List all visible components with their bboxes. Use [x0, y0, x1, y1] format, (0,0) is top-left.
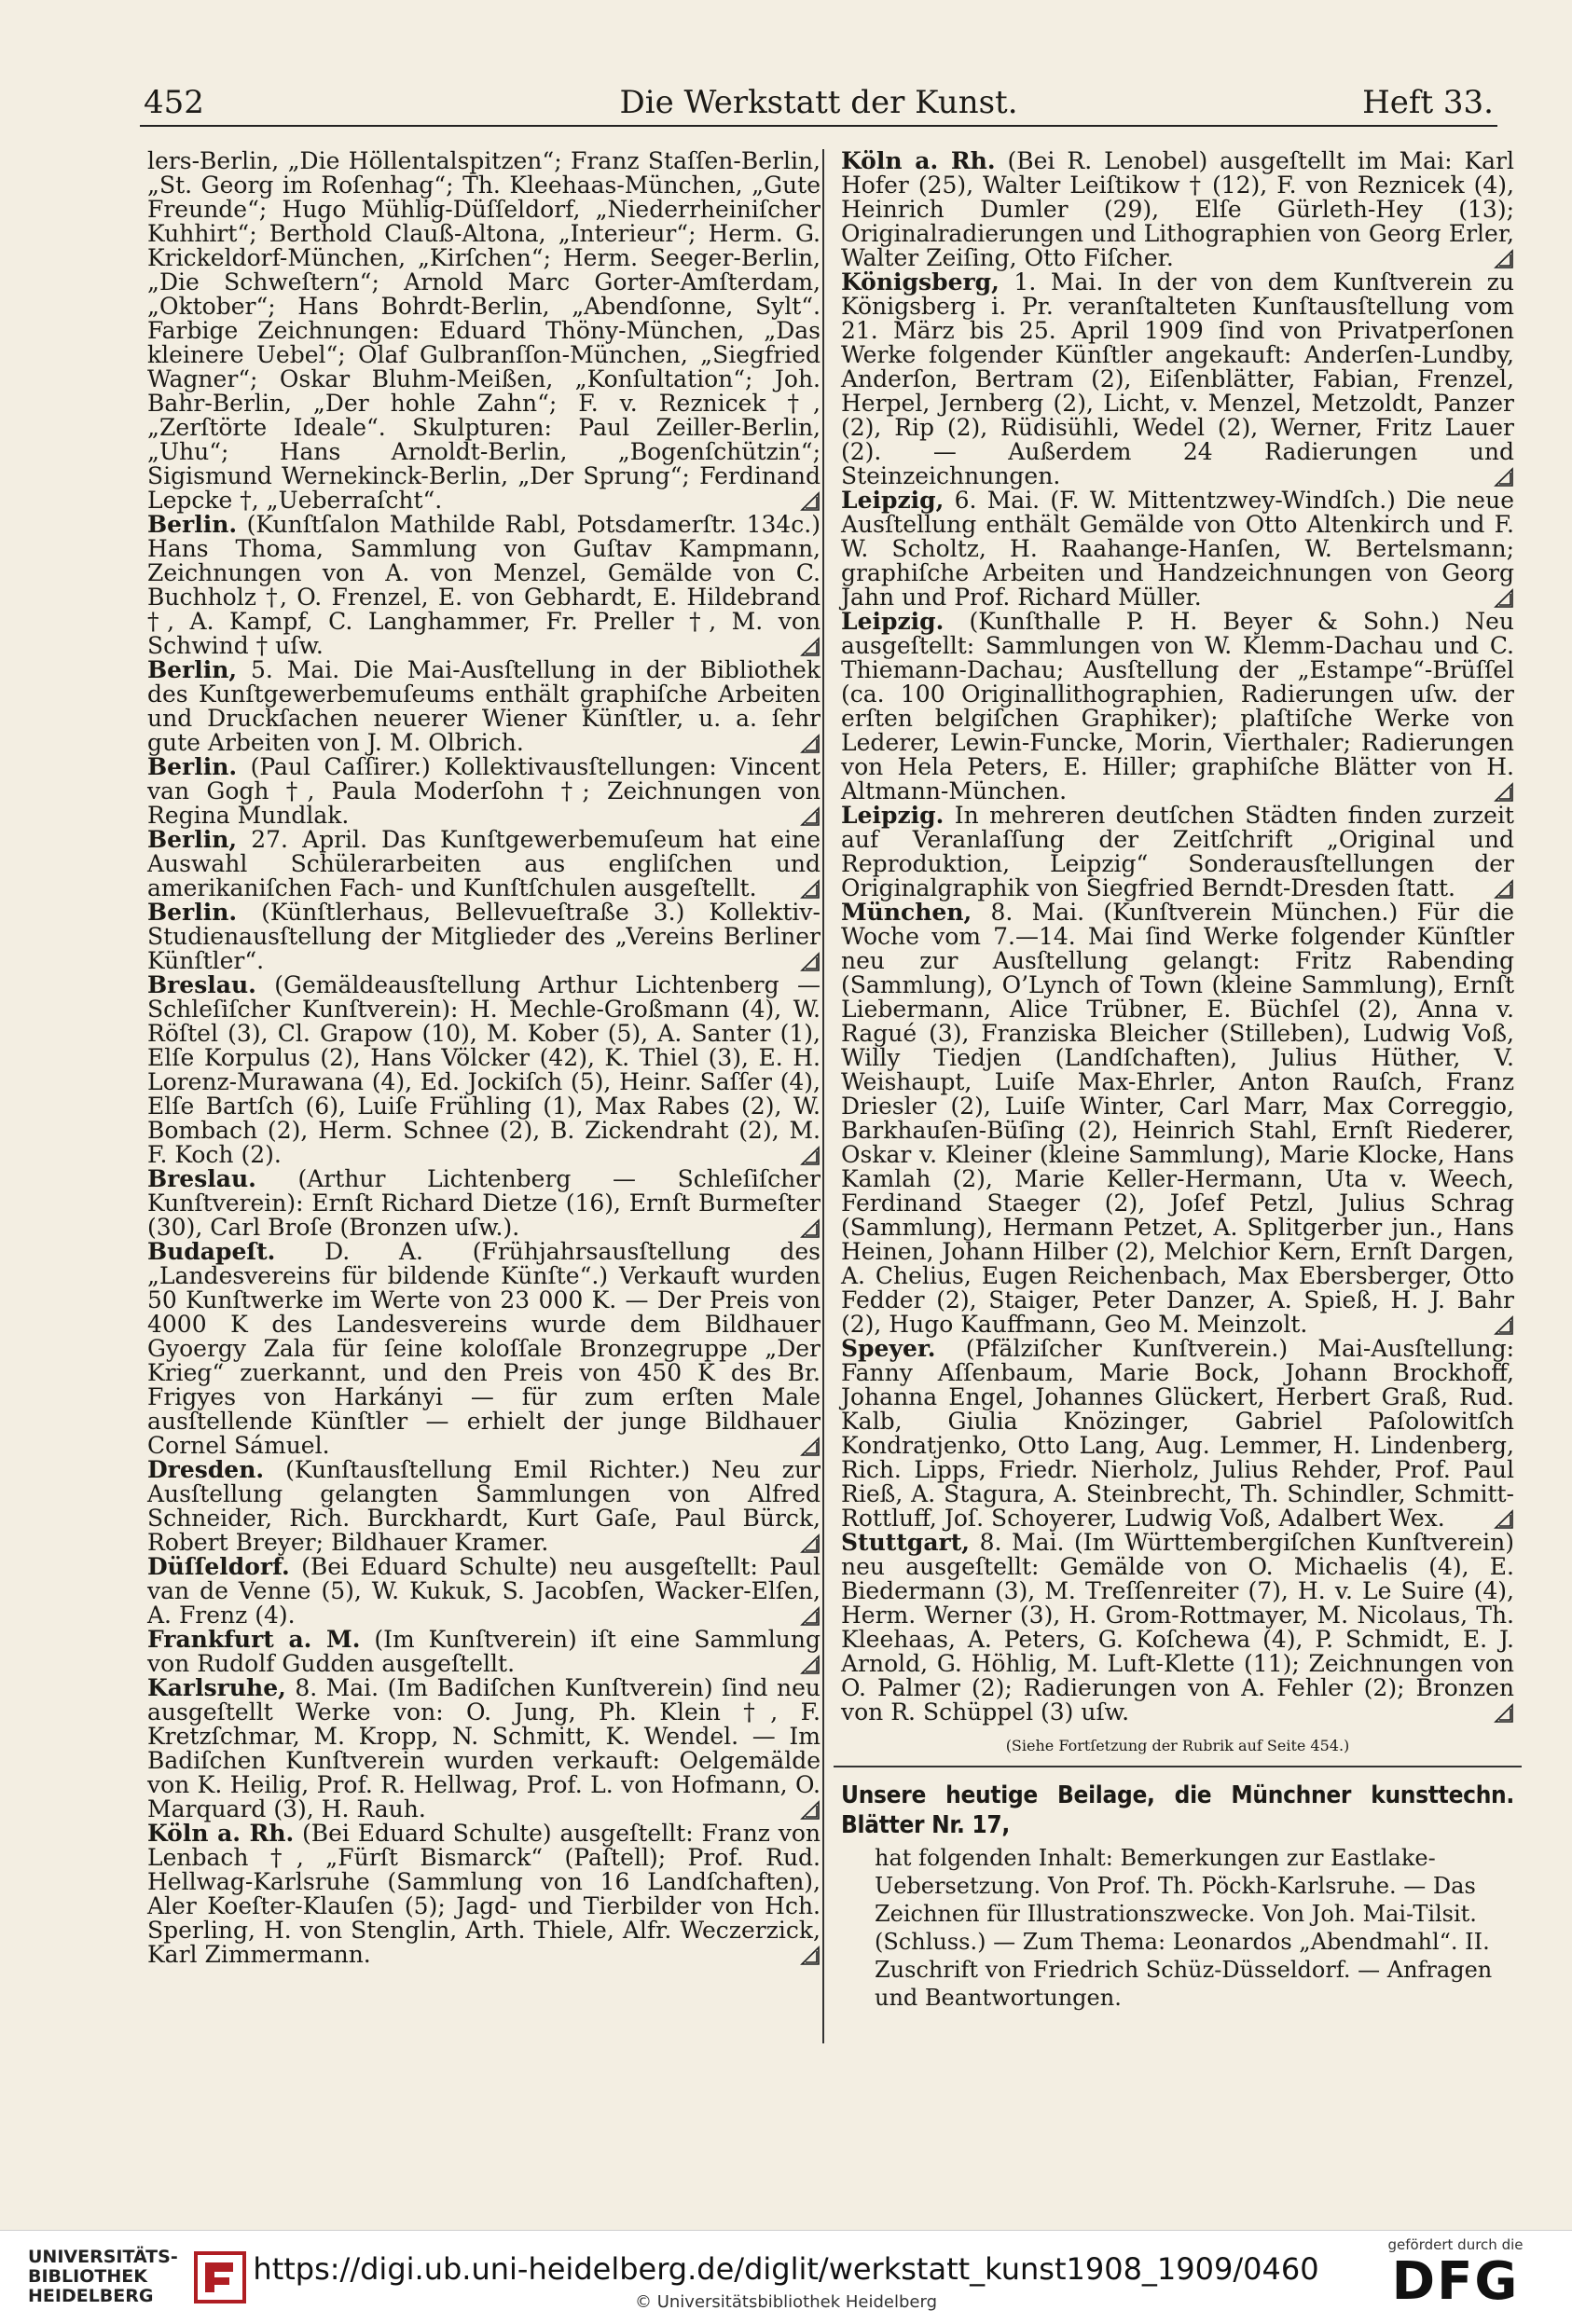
entry-place: Berlin.: [147, 753, 238, 780]
running-title: Die Werkstatt der Kunst.: [619, 84, 1018, 121]
entry-place: Leipzig.: [841, 802, 945, 829]
viewer-footer: [0, 2230, 1572, 2324]
end-mark-icon: [800, 879, 820, 900]
exhibition-entry: [147, 658, 820, 755]
page-url-link[interactable]: https://digi.ub.uni-heidelberg.de/diglit/werkstatt_kunst1908_1909/0460: [253, 2251, 1319, 2287]
left-column: [147, 149, 820, 1967]
copyright-notice: © Universitätsbibliothek Heidelberg: [634, 2292, 937, 2312]
supplement-contents: hat folgenden Inhalt: Bemerkungen zur Eastlake-Uebersetzung. Von Prof. Th. Pöckh-Karlsruhe. — Das Zeichnen für Illustrationszwecke. Von Joh. Mai-Tilsit. (Schluss.) — Zum Thema: Leonardos „Abendmahl“. II. Zuschrift von Friedrich Schüz-Düsseldorf. — Anfragen und Beantwortungen.: [875, 1845, 1493, 2011]
end-mark-icon: [1494, 1315, 1514, 1336]
exhibition-entry: [147, 828, 820, 901]
entry-text: (Kunſtſalon Mathilde Rabl, Potsdamerſtr. 134c.) Hans Thoma, Sammlung von Guſtav Kampmann, Zeichnungen von A. von Menzel, Gemälde von C. Buchholz †, O. Frenzel, E. von Gebhardt, E. Hildebrand †, A. Kampf, C. Langhammer, Fr. Preller †, M. von Schwind † uſw.: [147, 511, 820, 659]
entry-text: 5. Mai. Die Mai-Ausſtellung in der Bibliothek des Kunſtgewerbemuſeums enthält graphiſche Arbeiten und Druckſachen neuerer Wiener Künſtler, u. a. ſehr gute Arbeiten von J. M. Olbrich.: [147, 656, 820, 756]
exhibition-entry: [147, 1458, 820, 1555]
exhibition-entry: [147, 1240, 820, 1458]
section-divider: [834, 1766, 1522, 1767]
end-mark-icon: [1494, 249, 1514, 269]
entry-place: Berlin.: [147, 899, 238, 926]
end-mark-icon: [800, 1655, 820, 1675]
exhibition-entry: [841, 1337, 1514, 1531]
exhibition-entry: [147, 1167, 820, 1240]
end-mark-icon: [1494, 588, 1514, 609]
entry-place: Leipzig.: [841, 608, 945, 635]
continuation-note: (Siehe Fortſetzung der Rubrik auf Seite 454.): [1005, 1737, 1350, 1754]
entry-place: Leipzig,: [841, 487, 945, 514]
entry-text: 27. April. Das Kunſtgewerbemuſeum hat eine Auswahl Schülerarbeiten aus engliſchen und amerikaniſchen Fach- und Kunſtſchulen ausgeſtellt.: [147, 826, 820, 901]
dfg-logo[interactable]: [1376, 2236, 1535, 2318]
end-mark-icon: [800, 491, 820, 512]
entry-text: (Pfälziſcher Kunſtverein.) Mai-Ausſtellung: Fanny Aſſenbaum, Marie Bock, Johann Brockhoff, Johanna Engel, Johannes Glückert, Herbert Graß, Rud. Kalb, Giulia Knözinger, Gabriel Paſolowitſch Kondratjenko, Otto Lang, Aug. Lemmer, H. Lindenberg, Rich. Lipps, Friedr. Nierholz, Julius Rehder, Prof. Paul Rieß, A. Stagura, A. Steinbrecht, Th. Schindler, Schmitt-Rottluff, Joſ. Schoyerer, Ludwig Voß, Adalbert Wex.: [841, 1335, 1515, 1532]
exhibition-entry: [147, 1676, 820, 1822]
entry-text: 8. Mai. (Im Badiſchen Kunſtverein) ſind neu ausgeſtellt Werke von: O. Jung, Ph. Klein †, F. Kretzſchmar, M. Kropp, N. Schmitt, K. Wendel. — Im Badiſchen Kunſtverein wurden verkauft: Oelgemälde von K. Heilig, Prof. R. Hellwag, Prof. L. von Hofmann, O. Marquard (3), H. Rauh.: [147, 1674, 820, 1822]
entry-place: Berlin.: [147, 511, 238, 538]
exhibition-entry: [147, 1822, 820, 1967]
end-mark-icon: [1494, 1509, 1514, 1530]
entry-place: Budapeſt.: [147, 1238, 276, 1265]
issue-number: Heft 33.: [1362, 84, 1494, 121]
entry-place: Frankfurt a. M.: [147, 1626, 361, 1653]
entry-text: 1. Mai. In der von dem Kunſtverein zu Königsberg i. Pr. veranſtalteten Kunſtausſtellung vom 21. März bis 25. April 1909 ſind von Privatperſonen Werke folgender Künſtler angekauft: Anderſen-Lundby, Anderſon, Bertram (2), Eiſenblätter, Fabian, Frenzel, Herpel, Jernberg (2), Licht, v. Menzel, Metzoldt, Panzer (2), Rip (2), Rüdisühli, Wedel (2), Werner, Fritz Lauer (2). — Außerdem 24 Radierungen und Steinzeichnungen.: [841, 268, 1514, 489]
entry-text: lers-Berlin, „Die Höllentalspitzen“; Franz Staſſen-Berlin, „St. Georg im Roſenhag“; Th. Kleehaas-München, „Gute Freunde“; Hugo Mühlig-Düſſeldorf, „Niederrheiniſcher Kuhhirt“; Berthold Clauß-Altona, „Interieur“; Herm. G. Krickeldorf-München, „Kirſchen“; Herm. Seeger-Berlin, „Die Schweſtern“; Arnold Marc Gorter-Amſterdam, „Oktober“; Hans Bohrdt-Berlin, „Abendſonne, Sylt“. Farbige Zeichnungen: Eduard Thöny-München, „Das kleinere Uebel“; Olaf Gulbranſſon-München, „Siegfried Wagner“; Oskar Bluhm-Meißen, „Konſultation“; Joh. Bahr-Berlin, „Der hohle Zahn“; F. v. Reznicek †, „Zerſtörte Ideale“. Skulpturen: Paul Zeiller-Berlin, „Uhu“; Hans Arnoldt-Berlin, „Bogenſchützin“; Sigismund Wernekinck-Berlin, „Der Sprung“; Ferdinand Lepcke †, „Ueberraſcht“.: [147, 147, 820, 514]
entry-place: München,: [841, 899, 972, 926]
entry-place: Köln a. Rh.: [147, 1820, 295, 1847]
column-divider: [822, 149, 824, 2043]
end-mark-icon: [800, 1606, 820, 1627]
end-mark-icon: [800, 1946, 820, 1966]
end-mark-icon: [800, 637, 820, 657]
entry-place: Düſſeldorf.: [147, 1553, 290, 1580]
exhibition-entry: [841, 610, 1514, 804]
funder-name: DFG: [1391, 2251, 1520, 2312]
end-mark-icon: [1494, 467, 1514, 488]
end-mark-icon: [800, 1218, 820, 1239]
exhibition-entry: [147, 513, 820, 658]
exhibition-entry: [147, 1555, 820, 1628]
entry-place: Breslau.: [147, 971, 256, 998]
exhibition-entry: [841, 149, 1514, 270]
entry-place: Breslau.: [147, 1165, 256, 1192]
exhibition-entry: [147, 901, 820, 973]
end-mark-icon: [800, 1800, 820, 1821]
entry-place: Berlin,: [147, 826, 238, 853]
entry-place: Stuttgart,: [841, 1529, 970, 1556]
entry-text: D. A. (Frühjahrsausſtellung des „Landesvereins für bildende Künſte“.) Verkauft wurden 50 Kunſtwerke im Werte von 23 000 K. — Der Preis von 4000 K des Landesvereins wurde dem Bildhauer Gyoergy Zala für ſeine koloſſale Bronzegruppe „Der Krieg“ zuerkannt, und den Preis von 450 K des Br. Frigyes von Harkányi — für zum erſten Male ausſtellende Künſtler — erhielt der junge Bildhauer Cornel Sámuel.: [147, 1238, 820, 1459]
entry-place: Köln a. Rh.: [841, 147, 996, 174]
exhibition-entry: [147, 149, 820, 513]
page-header: [140, 78, 1497, 127]
end-mark-icon: [800, 1533, 820, 1554]
exhibition-entry: [841, 270, 1514, 488]
exhibition-entry: [841, 488, 1514, 610]
entry-place: Speyer.: [841, 1335, 936, 1362]
entry-text: In mehreren deutſchen Städten finden zurzeit auf Veranlaſſung der Zeitſchrift „Original und Reproduktion, Leipzig“ Sonderausſtellungen der Originalgraphik von Siegfried Berndt-Dresden ſtatt.: [841, 802, 1514, 901]
end-mark-icon: [800, 806, 820, 827]
entry-text: (Kunſthalle P. H. Beyer & Sohn.) Neu ausgeſtellt: Sammlungen von W. Klemm-Dachau und C. Thiemann-Dachau; Ausſtellung der „Estampe“-Brüſſel (ca. 100 Originallithographien, Radierungen uſw. der erſten belgiſchen Graphiker); plaſtiſche Werke von Lederer, Lewin-Funcke, Morin, Vierthaler; Radierungen von Hela Peters, E. Hiller; graphiſche Blätter von H. Altmann-München.: [841, 608, 1515, 804]
entry-text: (Bei Eduard Schulte) ausgeſtellt: Franz von Lenbach †, „Fürſt Bismarck“ (Paſtell); Prof. Rud. Hellwag-Karlsruhe (Sammlung von 16 Landſchaften), Aler Koeſter-Klauſen (5); Jagd- und Tierbilder von Hch. Sperling, H. von Stenglin, Arth. Thiele, Alfr. Weczerzick, Karl Zimmermann.: [147, 1820, 820, 1968]
exhibition-entry: [841, 901, 1514, 1337]
exhibition-entry: [147, 973, 820, 1167]
entry-place: Königsberg,: [841, 268, 1000, 296]
entry-place: Karlsruhe,: [147, 1674, 286, 1701]
end-mark-icon: [1494, 782, 1514, 803]
library-name: UNIVERSITÄTS- BIBLIOTHEK HEIDELBERG: [28, 2247, 178, 2306]
entry-text: (Kunſtausſtellung Emil Richter.) Neu zur Ausſtellung gelangten Sammlungen von Alfred Schneider, Rich. Burckhardt, Kurt Gaſe, Paul Bürck, Robert Breyer; Bildhauer Kramer.: [147, 1456, 820, 1556]
page-number: 452: [144, 84, 204, 121]
exhibition-entry: [147, 755, 820, 828]
exhibition-entry: [147, 1628, 820, 1676]
entry-text: (Arthur Lichtenberg — Schleſiſcher Kunſtverein): Ernſt Richard Dietze (16), Ernſt Burmeſter (30), Carl Broſe (Bronzen uſw.).: [147, 1165, 820, 1241]
end-mark-icon: [800, 952, 820, 972]
exhibition-entry: [841, 1531, 1514, 1725]
right-column: [841, 149, 1514, 2012]
entry-text: 6. Mai. (F. W. Mittentzwey-Windſch.) Die neue Ausſtellung enthält Gemälde von Otto Altenkirch und F. W. Scholtz, H. Raahange-Hanſen, W. Bertelsmann; graphiſche Arbeiten und Handzeichnungen von Georg Jahn und Prof. Richard Müller.: [841, 487, 1515, 611]
entry-place: Berlin,: [147, 656, 238, 683]
entry-text: (Künſtlerhaus, Bellevueſtraße 3.) Kollektiv-Studienausſtellung der Mitglieder des „Vereins Berliner Künſtler“.: [147, 899, 820, 974]
entry-text: 8. Mai. (Im Württembergiſchen Kunſtverein) neu ausgeſtellt: Gemälde von O. Michaelis (4), E. Biedermann (3), M. Treſſenreiter (7), H. v. Le Suire (4), Herm. Werner (3), H. Grom-Rottmayer, M. Nicolaus, Th. Kleehaas, A. Peters, G. Koſchewa (4), P. Schmidt, E. J. Arnold, G. Höhlig, M. Luft-Klette (11); Zeichnungen von O. Palmer (2); Radierungen von A. Fehler (2); Bronzen von R. Schüppel (3) uſw.: [841, 1529, 1515, 1726]
entry-place: Dresden.: [147, 1456, 265, 1483]
end-mark-icon: [800, 734, 820, 754]
entry-text: (Gemäldeausſtellung Arthur Lichtenberg — Schleſiſcher Kunſtverein): H. Mechle-Großmann (4), W. Röſtel (3), Cl. Grapow (10), M. Kober (5), A. Santer (1), Elſe Korpulus (2), Hans Völcker (42), K. Thiel (3), E. H. Lorenz-Murawana (4), Ed. Jockiſch (5), Heinr. Saſſer (4), Elſe Bartſch (6), Luiſe Frühling (1), Max Rabes (2), W. Bombach (2), Herm. Schnee (2), B. Zickendraht (2), M. F. Koch (2).: [147, 971, 820, 1168]
entry-text: (Paul Caſſirer.) Kollektivausſtellungen: Vincent van Gogh †, Paula Moderſohn †; Zeichnungen von Regina Mundlak.: [147, 753, 820, 829]
funder-note: gefördert durch die: [1387, 2236, 1524, 2253]
entry-text: (Im Kunſtverein) iſt eine Sammlung von Rudolf Gudden ausgeſtellt.: [147, 1626, 821, 1677]
supplement-heading: Unsere heutige Beilage, die Münchner kunsttechn. Blätter Nr. 17,: [841, 1781, 1514, 1839]
exhibition-entry: [841, 804, 1514, 901]
end-mark-icon: [800, 1437, 820, 1457]
end-mark-icon: [1494, 879, 1514, 900]
entry-text: 8. Mai. (Kunſtverein München.) Für die Woche vom 7.—14. Mai ſind Werke folgender Künſtler neu zur Ausſtellung gelangt: Fritz Rabending (Sammlung), O’Lynch of Town (kleine Sammlung), Ernſt Liebermann, Alice Trübner, E. Büchſel (2), Anna v. Ragué (3), Franziska Bleicher (Stilleben), Ludwig Voß, Willy Tiedjen (Landſchaften), Julius Hüther, V. Weishaupt, Luiſe Max-Ehrler, Anton Rauſch, Franz Driesler (2), Luiſe Winter, Carl Marr, Max Correggio, Barkhauſen-Büſing (2), Heinrich Stahl, Ernſt Riederer, Oskar v. Kleiner (kleine Sammlung), Marie Klocke, Hans Kamlah (2), Marie Keller-Hermann, Uta v. Weech, Ferdinand Staeger (2), Joſef Petzl, Julius Schrag (Sammlung), Hermann Petzet, A. Splitgerber jun., Hans Heinen, Johann Hilber (2), Melchior Kern, Ernſt Dargen, A. Chelius, Eugen Reichenbach, Max Ebersberger, Otto Fedder (2), Staiger, Peter Danzer, A. Spieß, H. J. Bahr (2), Hugo Kauffmann, Geo M. Meinzolt.: [841, 899, 1514, 1338]
end-mark-icon: [800, 1146, 820, 1166]
entry-text: (Bei R. Lenobel) ausgeſtellt im Mai: Karl Hofer (25), Walter Leiſtikow † (12), F. von Reznicek (4), Heinrich Dumler (29), Elſe Gürleth-Hey (13); Originalradierungen und Lithographien von Georg Erler, Walter Zeiſing, Otto Fiſcher.: [841, 147, 1514, 271]
end-mark-icon: [1494, 1703, 1514, 1724]
entry-text: (Bei Eduard Schulte) neu ausgeſtellt: Paul van de Venne (5), W. Kukuk, S. Jacobſen, Wacker-Elſen, A. Frenz (4).: [147, 1553, 820, 1629]
